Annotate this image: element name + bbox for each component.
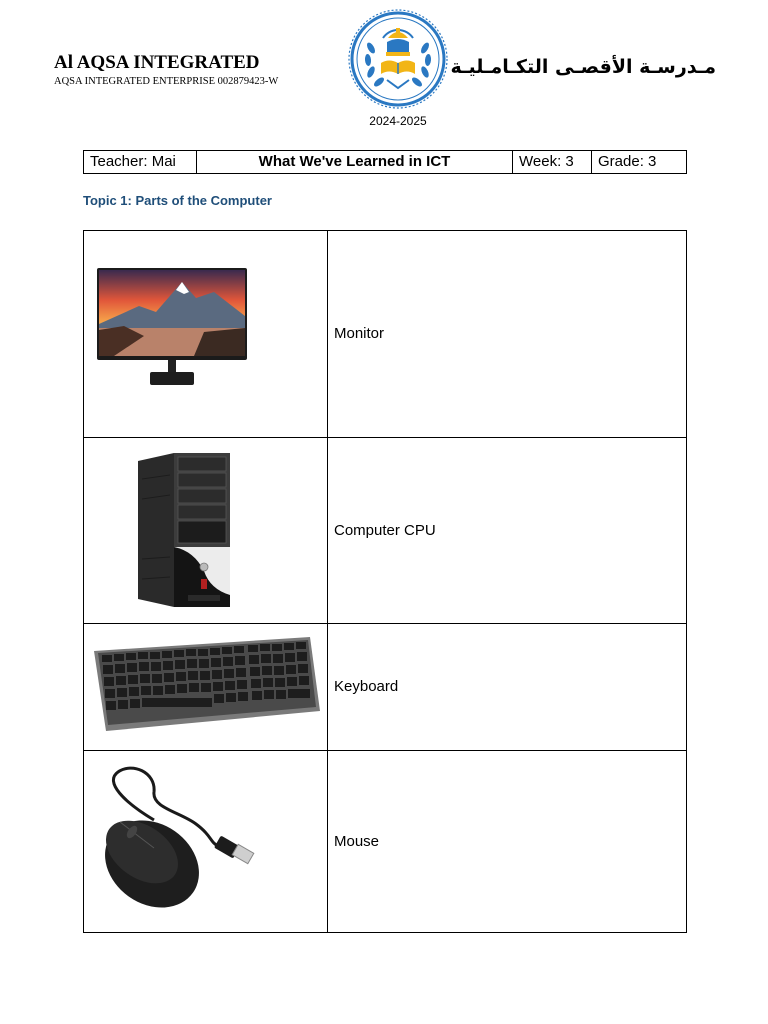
mouse-icon (84, 752, 328, 932)
teacher-cell: Teacher: Mai (84, 151, 197, 174)
school-name-arabic: مـدرسـة الأقصـى التكـامـليـة (450, 56, 716, 78)
table-row (84, 751, 687, 933)
table-row (84, 231, 687, 438)
info-table (83, 150, 687, 174)
part-name: Keyboard (328, 624, 687, 751)
table-row (84, 438, 687, 624)
part-name: Monitor (328, 231, 687, 438)
monitor-icon (84, 232, 328, 437)
part-name: Computer CPU (328, 438, 687, 624)
worksheet-title: What We've Learned in ICT (197, 151, 513, 174)
academic-year: 2024-2025 (369, 114, 427, 128)
topic-heading: Topic 1: Parts of the Computer (83, 193, 272, 208)
week-cell: Week: 3 (513, 151, 592, 174)
cpu-tower-icon (84, 439, 328, 623)
school-registration: AQSA INTEGRATED ENTERPRISE 002879423-W (54, 76, 279, 87)
image-cell (84, 438, 328, 624)
parts-table (83, 230, 687, 933)
table-row (84, 624, 687, 751)
school-name: Al AQSA INTEGRATED (54, 52, 260, 73)
grade-cell: Grade: 3 (592, 151, 687, 174)
image-cell (84, 624, 328, 751)
part-name: Mouse (328, 751, 687, 933)
image-cell (84, 231, 328, 438)
image-cell (84, 751, 328, 933)
school-crest-icon (347, 8, 449, 110)
keyboard-icon (84, 625, 328, 750)
